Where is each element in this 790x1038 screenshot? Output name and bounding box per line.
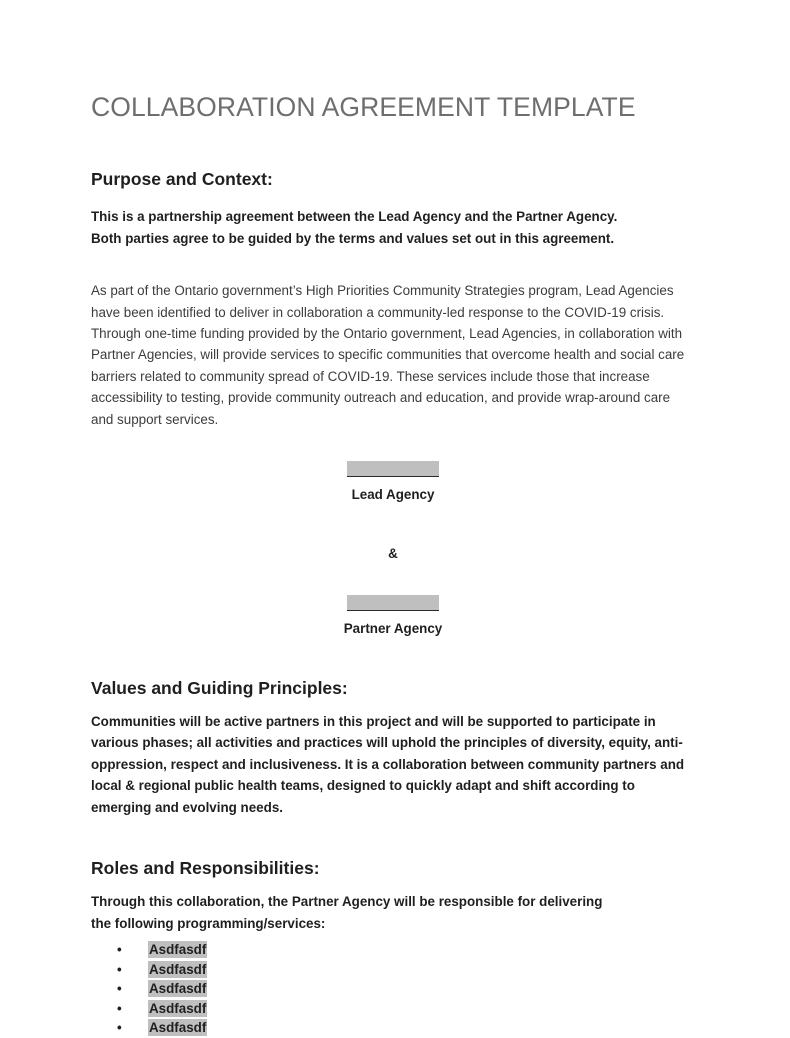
lead-agency-block — [91, 430, 695, 505]
purpose-intro-line-1: This is a partnership agreement between the Lead Agency and the Partner Agency. — [91, 209, 618, 225]
list-item-label: Asdfasdf — [149, 1020, 207, 1036]
purpose-intro-line-2: Both parties agree to be guided by the terms and values set out in this agreement. — [91, 230, 615, 246]
purpose-intro — [91, 191, 695, 249]
list-item-label: Asdfasdf — [149, 981, 207, 997]
bullet-icon: • — [117, 942, 122, 958]
list-item[interactable] — [91, 1018, 695, 1038]
page-title: COLLABORATION AGREEMENT TEMPLATE — [91, 92, 636, 122]
bullet-icon: • — [117, 1020, 122, 1036]
services-list — [91, 934, 695, 1038]
list-item-label: Asdfasdf — [149, 961, 207, 977]
section-heading-values: Values and Guiding Principles: — [91, 678, 348, 699]
values-paragraph: Communities will be active partners in this project and will be supported to participate in various phases; all activities and practices will uphold the principles of diversity, equity, anti-oppression, respect and inclusiveness. It is a collaboration between community partners and local & regional public health teams, designed to quickly adapt and shift according to emerging and evolving needs. — [91, 713, 685, 815]
list-item[interactable] — [91, 960, 695, 980]
roles-intro-line-1: Through this collaboration, the Partner Agency will be responsible for delivering — [91, 894, 603, 910]
list-item-label: Asdfasdf — [149, 1000, 207, 1016]
document-content — [91, 0, 695, 1038]
lead-agency-field[interactable] — [347, 461, 439, 477]
roles-intro — [91, 880, 695, 934]
section-heading-roles: Roles and Responsibilities: — [91, 858, 320, 879]
purpose-paragraph: As part of the Ontario government’s High Priorities Community Strategies program, Lead Agencies have been identified to deliver in collaboration a community-led response to the COVID-19 crisis. Through one-time funding provided by the Ontario government, Lead Agencies, in collaboration with Partner Agencies, will provide services to specific communities that overcome health and social care barriers related to community spread of COVID-19. These services include those that increase accessibility to testing, provide community outreach and education, and provide wrap-around care and support services. — [91, 283, 685, 427]
list-item[interactable] — [91, 999, 695, 1019]
roles-intro-line-2: the following programming/services: — [91, 915, 326, 931]
section-heading-purpose: Purpose and Context: — [91, 169, 273, 190]
list-item[interactable] — [91, 979, 695, 999]
partner-agency-block — [91, 564, 695, 639]
bullet-icon: • — [117, 1000, 122, 1016]
lead-agency-label: Lead Agency — [351, 487, 435, 503]
list-item-label: Asdfasdf — [149, 942, 207, 958]
partner-agency-field[interactable] — [347, 595, 439, 611]
list-item[interactable] — [91, 940, 695, 960]
partner-agency-label: Partner Agency — [343, 621, 443, 637]
bullet-icon: • — [117, 981, 122, 997]
parties-conjunction: & — [388, 546, 398, 562]
bullet-icon: • — [117, 961, 122, 977]
